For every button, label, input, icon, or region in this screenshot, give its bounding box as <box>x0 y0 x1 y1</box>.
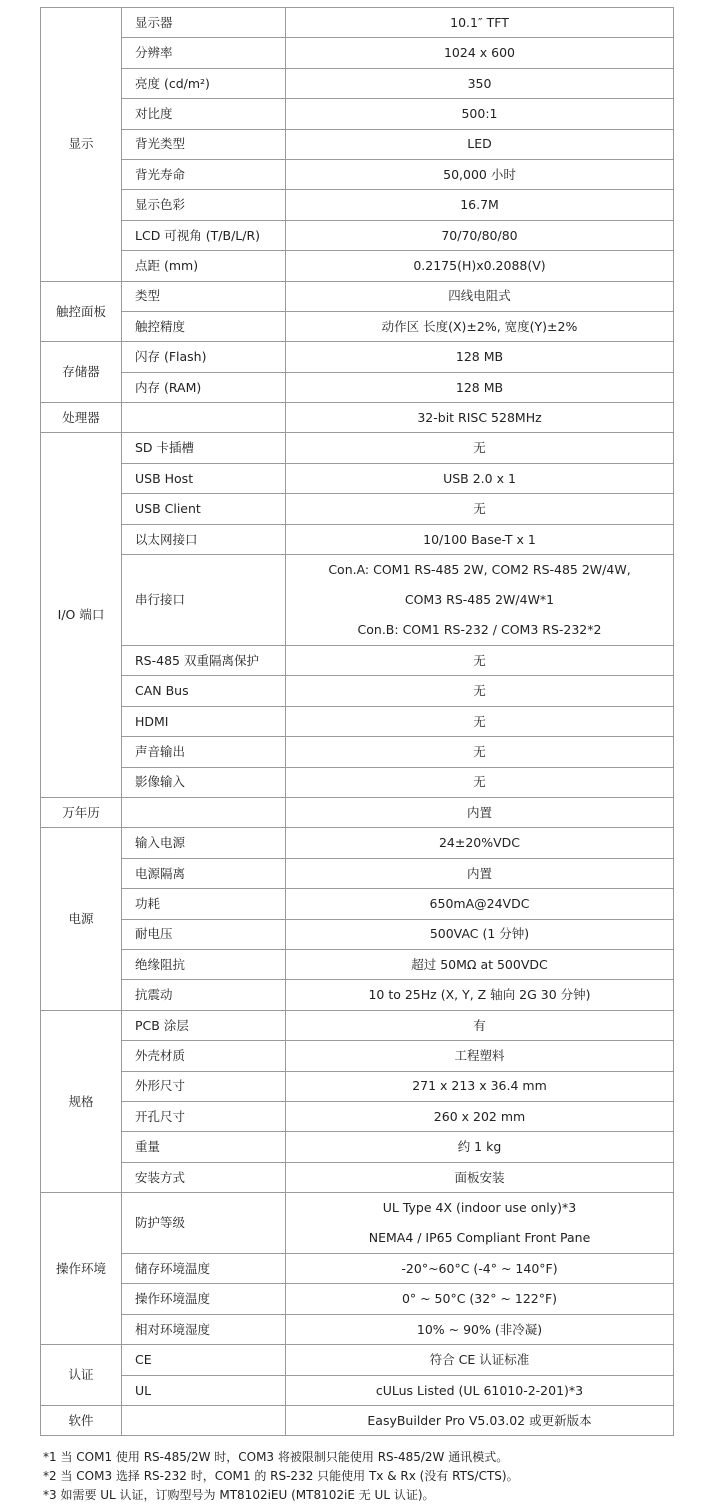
item-label: 外形尺寸 <box>122 1071 286 1101</box>
item-value <box>286 797 674 827</box>
spec-row <box>41 737 674 767</box>
value-line: 内置 <box>466 865 492 881</box>
spec-row <box>41 1041 674 1071</box>
spec-row <box>41 706 674 736</box>
item-value <box>286 129 674 159</box>
value-line: 10.1″ TFT <box>450 14 509 30</box>
item-value <box>286 828 674 858</box>
spec-row <box>41 433 674 463</box>
item-label: 操作环境温度 <box>122 1284 286 1314</box>
item-value <box>286 190 674 220</box>
item-value <box>286 1010 674 1040</box>
item-value <box>286 1132 674 1162</box>
value-line: NEMA4 / IP65 Compliant Front Pane <box>368 1230 591 1246</box>
spec-row <box>41 1406 674 1436</box>
value-line: 0.2175(H)x0.2088(V) <box>413 258 546 273</box>
spec-row <box>41 251 674 281</box>
item-label: SD 卡插槽 <box>122 433 286 463</box>
item-value <box>286 403 674 433</box>
category-cell: 存储器 <box>41 342 122 403</box>
item-value <box>286 68 674 98</box>
item-value <box>286 494 674 524</box>
value-line: 10 to 25Hz (X, Y, Z 轴向 2G 30 分钟) <box>368 987 591 1003</box>
category-cell: 触控面板 <box>41 281 122 342</box>
item-value <box>286 220 674 250</box>
spec-row <box>41 949 674 979</box>
spec-row <box>41 8 674 38</box>
value-line: 无 <box>473 683 486 699</box>
item-value <box>286 342 674 372</box>
item-label: 点距 (mm) <box>122 251 286 281</box>
item-value <box>286 1284 674 1314</box>
item-value <box>286 555 674 646</box>
item-label: RS-485 双重隔离保护 <box>122 646 286 676</box>
item-label: 对比度 <box>122 99 286 129</box>
category-cell: 操作环境 <box>41 1193 122 1345</box>
item-label: 显示色彩 <box>122 190 286 220</box>
item-value <box>286 281 674 311</box>
item-label: 影像输入 <box>122 767 286 797</box>
spec-row <box>41 372 674 402</box>
spec-row <box>41 1132 674 1162</box>
spec-row <box>41 159 674 189</box>
value-line: 500VAC (1 分钟) <box>429 926 530 942</box>
value-line: 10/100 Base-T x 1 <box>423 531 536 547</box>
item-value <box>286 980 674 1010</box>
spec-row <box>41 494 674 524</box>
value-line: 无 <box>473 501 486 517</box>
item-label: 亮度 (cd/m²) <box>122 68 286 98</box>
item-label: 闪存 (Flash) <box>122 342 286 372</box>
value-line: 动作区 长度(X)±2%, 宽度(Y)±2% <box>381 318 578 334</box>
item-label: CAN Bus <box>122 676 286 706</box>
item-label <box>122 403 286 433</box>
item-value <box>286 949 674 979</box>
item-value <box>286 737 674 767</box>
value-line: cULus Listed (UL 61010-2-201)*3 <box>375 1382 584 1398</box>
item-label: HDMI <box>122 706 286 736</box>
spec-row <box>41 99 674 129</box>
value-line: Con.B: COM1 RS-232 / COM3 RS-232*2 <box>357 622 602 638</box>
item-value <box>286 8 674 38</box>
item-value <box>286 706 674 736</box>
spec-row <box>41 281 674 311</box>
spec-row <box>41 889 674 919</box>
spec-row <box>41 676 674 706</box>
item-label: 背光类型 <box>122 129 286 159</box>
footnote: *1 当 COM1 使用 RS-485/2W 时，COM3 将被限制只能使用 RS-485/2W 通讯模式。 <box>43 1450 509 1464</box>
item-value <box>286 99 674 129</box>
item-value <box>286 159 674 189</box>
value-line: 无 <box>473 744 486 760</box>
spec-row <box>41 858 674 888</box>
category-cell: 显示 <box>41 8 122 282</box>
spec-row <box>41 342 674 372</box>
value-line: UL Type 4X (indoor use only)*3 <box>382 1200 577 1216</box>
spec-row <box>41 38 674 68</box>
value-line: 16.7M <box>460 197 499 213</box>
value-line: 符合 CE 认证标准 <box>429 1352 530 1368</box>
item-label: UL <box>122 1375 286 1405</box>
value-line: 无 <box>473 713 486 729</box>
spec-row <box>41 68 674 98</box>
item-value <box>286 251 674 281</box>
spec-row <box>41 555 674 646</box>
spec-row <box>41 1193 674 1254</box>
item-value <box>286 463 674 493</box>
item-value <box>286 1314 674 1344</box>
value-line: 1024 x 600 <box>443 45 515 61</box>
value-line: 50,000 小时 <box>443 166 516 182</box>
item-value <box>286 1375 674 1405</box>
category-cell: 软件 <box>41 1406 122 1436</box>
item-label: 开孔尺寸 <box>122 1101 286 1131</box>
item-label: PCB 涂层 <box>122 1010 286 1040</box>
item-value <box>286 889 674 919</box>
spec-row <box>41 1284 674 1314</box>
item-label <box>122 797 286 827</box>
spec-row <box>41 220 674 250</box>
value-line: 0° ~ 50°C (32° ~ 122°F) <box>401 1291 558 1307</box>
value-line: 500:1 <box>461 106 498 122</box>
value-line: USB 2.0 x 1 <box>443 470 516 486</box>
spec-table <box>40 7 674 1436</box>
item-value <box>286 1406 674 1436</box>
spec-row <box>41 1254 674 1284</box>
value-line: 350 <box>467 75 492 91</box>
item-label: 声音输出 <box>122 737 286 767</box>
item-label: 输入电源 <box>122 828 286 858</box>
value-line: EasyBuilder Pro V5.03.02 或更新版本 <box>367 1412 592 1428</box>
value-line: 约 1 kg <box>457 1139 502 1155</box>
value-line: 有 <box>473 1017 486 1033</box>
item-label: 储存环境温度 <box>122 1254 286 1284</box>
spec-row <box>41 129 674 159</box>
category-cell: 规格 <box>41 1010 122 1192</box>
item-label <box>122 1406 286 1436</box>
spec-row <box>41 403 674 433</box>
item-label: 分辨率 <box>122 38 286 68</box>
value-line: 无 <box>473 774 486 790</box>
item-value <box>286 1101 674 1131</box>
item-label: 重量 <box>122 1132 286 1162</box>
item-value <box>286 1193 674 1254</box>
spec-row <box>41 1375 674 1405</box>
spec-row <box>41 1345 674 1375</box>
item-value <box>286 676 674 706</box>
item-label: 耐电压 <box>122 919 286 949</box>
item-value <box>286 1162 674 1192</box>
item-label: 相对环境湿度 <box>122 1314 286 1344</box>
value-line: LED <box>467 136 492 152</box>
spec-row <box>41 190 674 220</box>
spec-row <box>41 1314 674 1344</box>
value-line: 650mA@24VDC <box>429 896 530 912</box>
item-value <box>286 38 674 68</box>
value-line: 面板安装 <box>454 1169 505 1185</box>
spec-row <box>41 828 674 858</box>
value-line: COM3 RS-485 2W/4W*1 <box>404 592 555 608</box>
item-label: 显示器 <box>122 8 286 38</box>
spec-row <box>41 797 674 827</box>
spec-row <box>41 919 674 949</box>
value-line: 无 <box>473 440 486 456</box>
item-label: 功耗 <box>122 889 286 919</box>
value-line: Con.A: COM1 RS-485 2W, COM2 RS-485 2W/4W, <box>328 562 631 578</box>
value-line: 70/70/80/80 <box>441 227 518 243</box>
spec-row <box>41 1010 674 1040</box>
value-line: 内置 <box>466 804 492 820</box>
item-value <box>286 372 674 402</box>
item-label: 内存 (RAM) <box>122 372 286 402</box>
spec-row <box>41 1101 674 1131</box>
value-line: -20°~60°C (-4° ~ 140°F) <box>401 1260 558 1276</box>
item-label: USB Client <box>122 494 286 524</box>
spec-row <box>41 311 674 341</box>
item-label: USB Host <box>122 463 286 493</box>
footnote: *3 如需要 UL 认证，订购型号为 MT8102iEU (MT8102iE 无 UL 认证)。 <box>43 1488 435 1502</box>
item-value <box>286 1345 674 1375</box>
item-value <box>286 919 674 949</box>
item-label: 触控精度 <box>122 311 286 341</box>
category-cell: 处理器 <box>41 403 122 433</box>
value-line: 260 x 202 mm <box>433 1108 526 1124</box>
item-label: 绝缘阻抗 <box>122 949 286 979</box>
category-cell: 万年历 <box>41 797 122 827</box>
item-label: 类型 <box>122 281 286 311</box>
item-value <box>286 433 674 463</box>
item-label: LCD 可视角 (T/B/L/R) <box>122 220 286 250</box>
spec-row <box>41 767 674 797</box>
value-line: 32-bit RISC 528MHz <box>417 409 542 425</box>
spec-row <box>41 1162 674 1192</box>
category-cell: 认证 <box>41 1345 122 1406</box>
item-label: 外壳材质 <box>122 1041 286 1071</box>
item-value <box>286 1071 674 1101</box>
spec-row <box>41 524 674 554</box>
value-line: 超过 50MΩ at 500VDC <box>411 956 548 972</box>
item-label: 背光寿命 <box>122 159 286 189</box>
category-cell: I/O 端口 <box>41 433 122 798</box>
item-value <box>286 646 674 676</box>
value-line: 128 MB <box>455 349 504 365</box>
item-value <box>286 311 674 341</box>
item-label: 安装方式 <box>122 1162 286 1192</box>
value-line: 128 MB <box>455 379 504 395</box>
spec-row <box>41 980 674 1010</box>
spec-row <box>41 1071 674 1101</box>
item-label: CE <box>122 1345 286 1375</box>
value-line: 工程塑料 <box>454 1047 505 1063</box>
footnote: *2 当 COM3 选择 RS-232 时，COM1 的 RS-232 只能使用 Tx & Rx (没有 RTS/CTS)。 <box>43 1469 519 1483</box>
item-value <box>286 767 674 797</box>
value-line: 271 x 213 x 36.4 mm <box>412 1078 547 1094</box>
value-line: 10% ~ 90% (非冷凝) <box>416 1321 543 1337</box>
value-line: 无 <box>473 652 486 668</box>
item-label: 串行接口 <box>122 555 286 646</box>
footnotes <box>43 1448 683 1505</box>
spec-row <box>41 646 674 676</box>
value-line: 四线电阻式 <box>448 288 511 304</box>
item-value <box>286 1254 674 1284</box>
category-cell: 电源 <box>41 828 122 1010</box>
value-line: 24±20%VDC <box>438 835 521 851</box>
item-label: 以太网接口 <box>122 524 286 554</box>
item-value <box>286 524 674 554</box>
item-label: 防护等级 <box>122 1193 286 1254</box>
spec-row <box>41 463 674 493</box>
item-label: 电源隔离 <box>122 858 286 888</box>
item-value <box>286 858 674 888</box>
item-value <box>286 1041 674 1071</box>
item-label: 抗震动 <box>122 980 286 1010</box>
